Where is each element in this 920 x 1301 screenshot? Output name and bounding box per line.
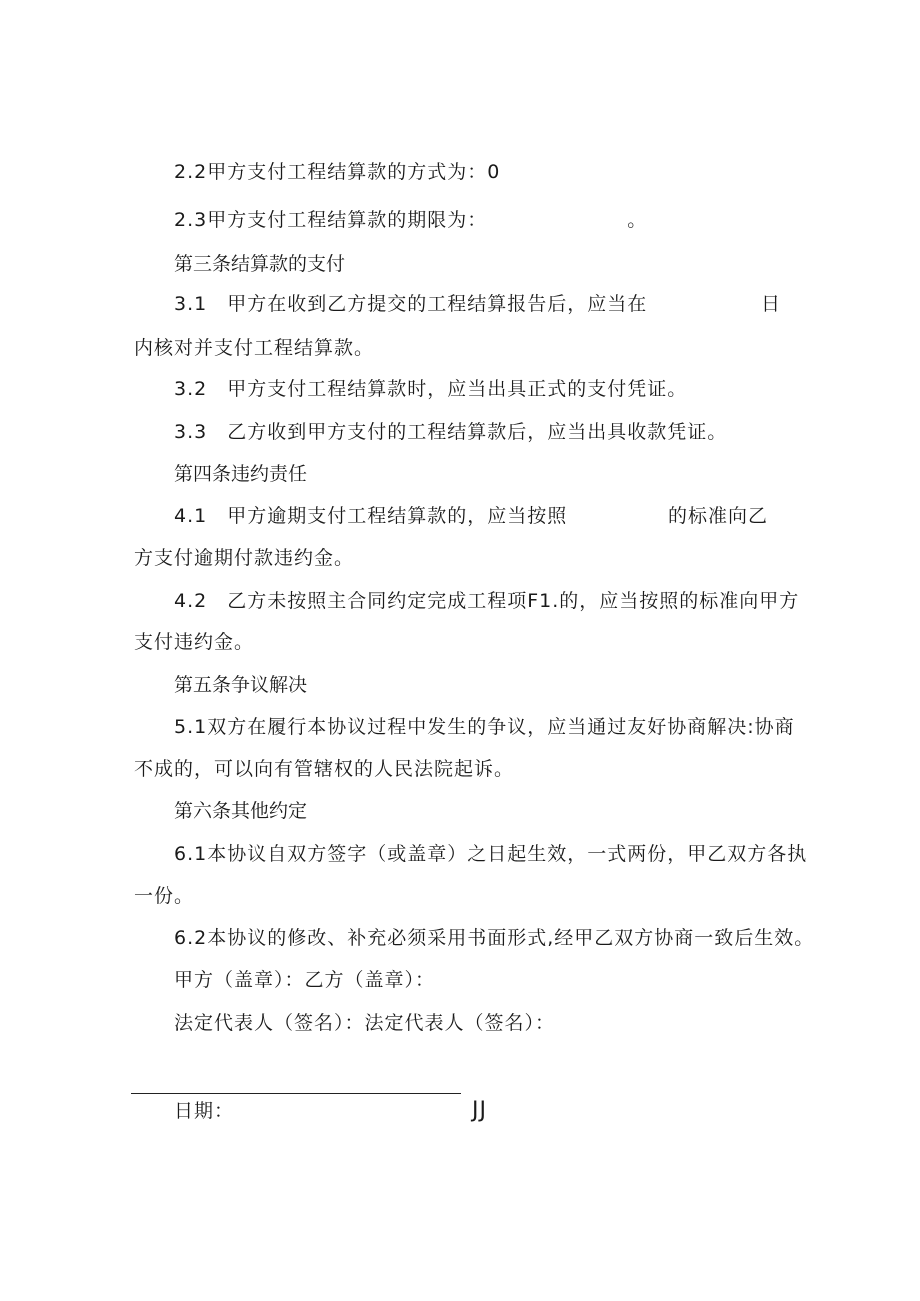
clause-2-2: 2.2甲方支付工程结算款的方式为：0	[174, 161, 501, 183]
heading-article-3: 第三条结算款的支付	[174, 253, 346, 275]
date-mark: JJ	[472, 1098, 487, 1123]
clause-6-1-line1: 6.1本协议自双方签字（或盖章）之日起生效，一式两份，甲乙双方各执	[174, 843, 808, 865]
clause-3-1-line1	[174, 292, 647, 316]
clause-2-3	[174, 208, 647, 232]
clause-3-2: 3.2 甲方支付工程结算款时，应当出具正式的支付凭证。	[174, 378, 688, 400]
heading-article-5: 第五条争议解决	[174, 674, 308, 696]
clause-3-1-text: 3.1 甲方在收到乙方提交的工程结算报告后，应当在	[174, 293, 648, 315]
clause-4-1-line2: 方支付逾期付款违约金。	[134, 547, 355, 569]
signature-divider	[131, 1093, 461, 1094]
date-label: 日期：	[174, 1100, 235, 1122]
clause-3-1-line2: 内核对并支付工程结算款。	[134, 337, 375, 359]
signature-representatives: 法定代表人（签名）：法定代表人（签名）：	[174, 1012, 556, 1034]
clause-6-1-line2: 一份。	[134, 885, 195, 907]
clause-6-2: 6.2本协议的修改、补充必须采用书面形式,经甲乙双方协商一致后生效。	[174, 927, 815, 949]
heading-article-4: 第四条违约责任	[174, 463, 308, 485]
clause-3-3: 3.3 乙方收到甲方支付的工程结算款后，应当出具收款凭证。	[174, 421, 728, 443]
clause-4-1-tail: 的标准向乙	[668, 505, 769, 527]
clause-4-2-line2: 支付违约金。	[134, 631, 255, 653]
clause-4-2-line1: 4.2 乙方未按照主合同约定完成工程项F1.的，应当按照的标准向甲方	[174, 590, 800, 612]
clause-5-1-line1: 5.1双方在履行本协议过程中发生的争议，应当通过友好协商解决:协商	[174, 716, 795, 738]
signature-parties: 甲方（盖章）：乙方（盖章）：	[174, 969, 436, 991]
clause-2-3-end: 。	[627, 209, 648, 231]
clause-3-1-day: 日	[761, 293, 782, 315]
heading-article-6: 第六条其他约定	[174, 800, 308, 822]
clause-5-1-line2: 不成的，可以向有管辖权的人民法院起诉。	[134, 758, 515, 780]
clause-4-1-line1: 4.1 甲方逾期支付工程结算款的，应当按照	[174, 505, 568, 527]
clause-2-3-text: 2.3甲方支付工程结算款的期限为：	[174, 209, 488, 231]
